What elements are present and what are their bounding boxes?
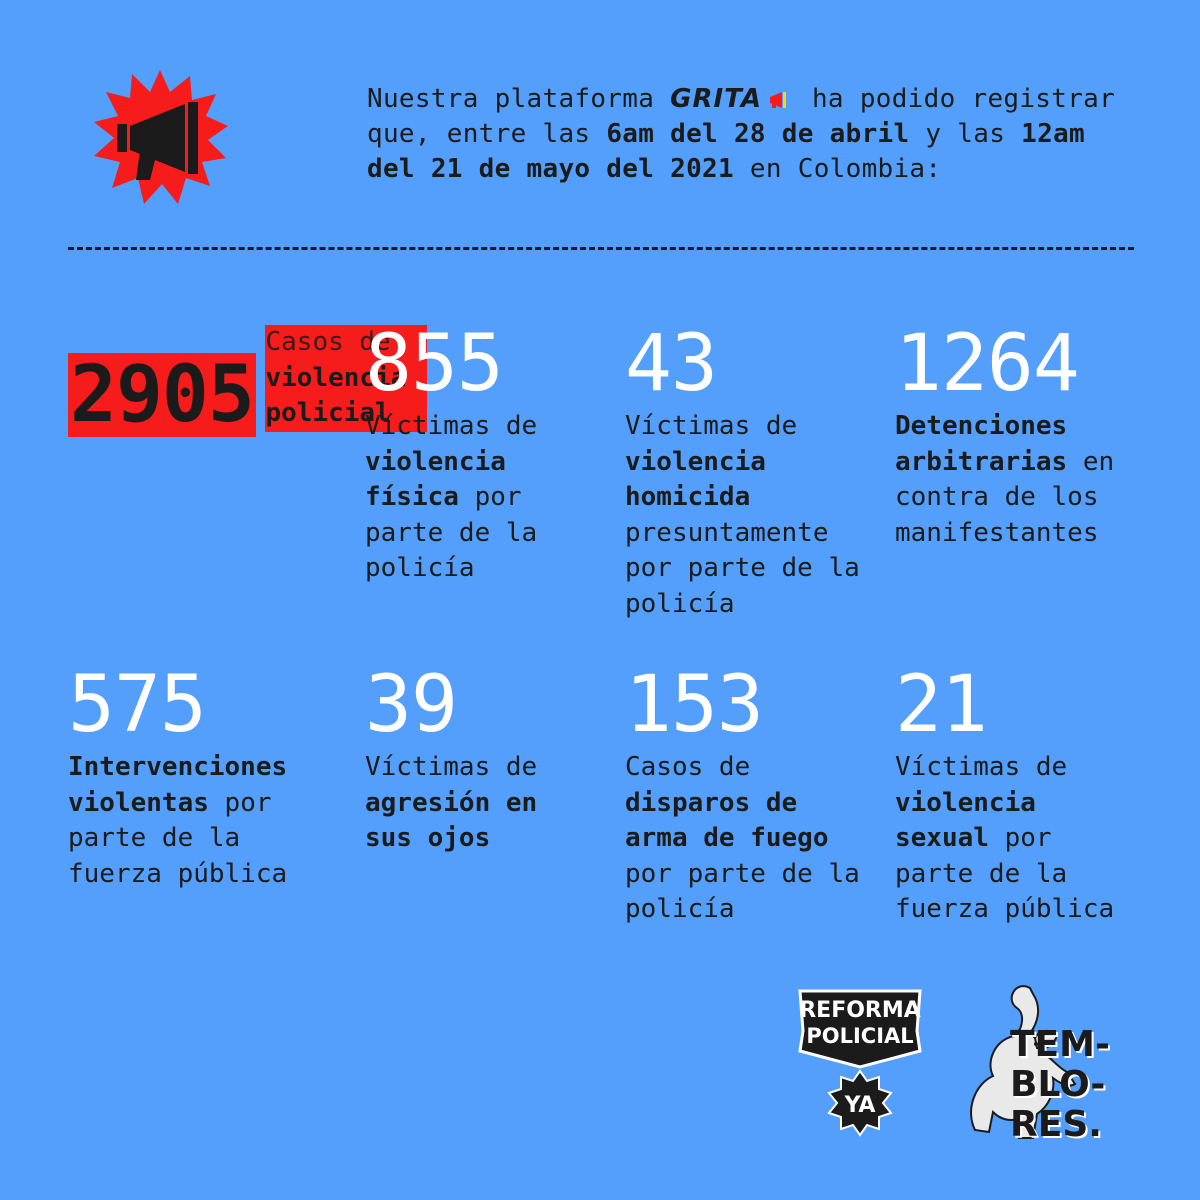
- reforma-line-1: REFORMA: [799, 998, 921, 1023]
- stat-detenciones-arbitrarias: [895, 319, 1135, 551]
- reforma-ya: YA: [844, 1093, 876, 1118]
- grita-brand: GRITA: [670, 84, 762, 114]
- stat-violencia-fisica: [365, 319, 595, 587]
- megaphone-badge-icon: [90, 68, 230, 208]
- reforma-policial-logo: [795, 985, 925, 1155]
- megaphone-icon: [768, 91, 790, 109]
- stat-number: 2905: [70, 350, 254, 440]
- stat-number: 43: [625, 319, 717, 409]
- stat-number: 1264: [895, 319, 1079, 409]
- stat-description: Casos de disparos de arma de fuego por parte de la policía: [625, 752, 860, 924]
- stat-intervenciones-violentas: [68, 660, 323, 892]
- stat-number: 575: [68, 660, 206, 750]
- dashed-divider: [68, 247, 1134, 250]
- stat-agresion-ojos: [365, 660, 575, 857]
- stat-violencia-sexual: [895, 660, 1145, 928]
- stat-number: 153: [625, 660, 763, 750]
- stat-number: 39: [365, 660, 457, 750]
- stat-description: Intervenciones violentas por parte de la fuerza pública: [68, 752, 288, 889]
- intro-text: Nuestra plataforma GRITA ha podido registrar que, entre las 6am del 28 de abril y las 12am del 21 de mayo del 2021 en Colombia:: [367, 84, 1116, 184]
- stat-disparos-arma-fuego: [625, 660, 860, 928]
- stat-description: Víctimas de violencia homicida presuntamente por parte de la policía: [625, 411, 860, 619]
- stat-violencia-homicida: [625, 319, 860, 622]
- temblores-wordmark: TEM- BLO- RES.: [1010, 1024, 1110, 1145]
- stat-number: 855: [365, 319, 503, 409]
- stat-description: Casos de violencia policial: [265, 325, 427, 432]
- stat-description: Detenciones arbitrarias en contra de los manifestantes: [895, 411, 1115, 548]
- stat-number: 21: [895, 660, 987, 750]
- stat-description: Víctimas de violencia física por parte de la policía: [365, 411, 538, 583]
- stat-description: Víctimas de agresión en sus ojos: [365, 752, 538, 853]
- stat-description: Víctimas de violencia sexual por parte de la fuerza pública: [895, 752, 1115, 924]
- reforma-line-2: POLICIAL: [806, 1024, 914, 1048]
